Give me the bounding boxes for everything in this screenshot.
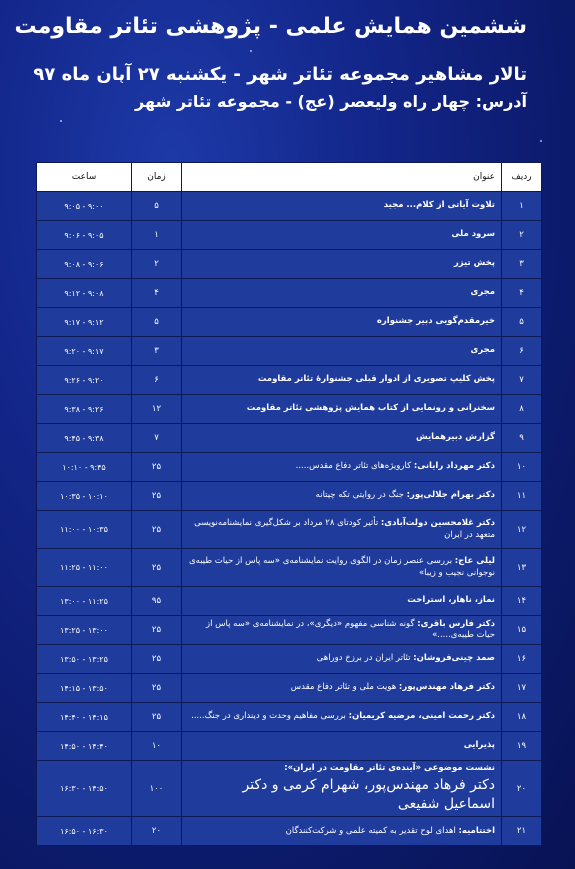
table-row (37, 424, 542, 453)
table-row (37, 732, 542, 761)
row-time: ۹:۰۸ - ۹:۱۲ (37, 279, 132, 308)
row-title-bold: دکتر فرهاد مهندس‌پور: (398, 682, 495, 693)
row-title-bold: سخنرانی و رونمایی از کتاب همایش پژوهشی تئاتر مقاومت (246, 403, 495, 414)
row-duration: ۶ (132, 366, 182, 395)
row-index: ۵ (502, 308, 542, 337)
row-index: ۱۷ (502, 674, 542, 703)
poster-title: ششمین همایش علمی - پژوهشی تئاتر مقاومت (14, 14, 527, 39)
row-title-detail: گونه شناسی مفهوم «دیگری»، در نمایشنامه‌ی «سه پاس از حیات طیبه‌ی.....» (205, 618, 495, 640)
row-time: ۹:۰۰ - ۹:۰۵ (37, 192, 132, 221)
row-time: ۱۶:۳۰ - ۱۶:۵۰ (37, 817, 132, 846)
poster-address: آدرس: چهار راه ولیعصر (عج) - مجموعه تئاتر شهر (135, 92, 527, 111)
row-time: ۱۱:۲۵ - ۱۳:۰۰ (37, 587, 132, 616)
table-row (37, 549, 542, 587)
row-time: ۹:۲۶ - ۹:۳۸ (37, 395, 132, 424)
table-row (37, 703, 542, 732)
row-index: ۱۱ (502, 482, 542, 511)
schedule-table (36, 162, 542, 846)
row-title (182, 482, 502, 511)
table-row (37, 616, 542, 645)
table-row (37, 645, 542, 674)
row-duration: ۲۵ (132, 453, 182, 482)
row-time: ۱۴:۴۰ - ۱۴:۵۰ (37, 732, 132, 761)
row-title (182, 424, 502, 453)
row-title-bold: پذیرایی (463, 740, 495, 751)
row-title-detail: اهدای لوح تقدیر به کمیته علمی و شرکت‌کنندگان (285, 825, 459, 836)
row-title (182, 250, 502, 279)
row-duration: ۳ (132, 337, 182, 366)
row-index: ۱ (502, 192, 542, 221)
row-title-bold: نشست موضوعی «آینده‌ی تئاتر مقاومت در ایران»: (284, 763, 495, 773)
row-index: ۱۰ (502, 453, 542, 482)
row-title-bold: پخش کلیپ تصویری از ادوار قبلی جشنوارهٔ تئاتر مقاومت (257, 374, 495, 385)
row-title (182, 308, 502, 337)
row-duration: ۲۵ (132, 703, 182, 732)
row-index: ۱۴ (502, 587, 542, 616)
row-title-bold: صمد چینی‌فروشان: (413, 653, 495, 664)
row-title-bold: دکتر بهرام جلالی‌پور: (406, 490, 495, 501)
row-time: ۱۰:۱۰ - ۱۰:۳۵ (37, 482, 132, 511)
row-title-bold: پخش تیزر (453, 258, 495, 269)
row-duration: ۵ (132, 192, 182, 221)
row-duration: ۲۵ (132, 482, 182, 511)
table-row (37, 453, 542, 482)
row-title-bold: تلاوت آیاتی از کلام... مجید (383, 200, 495, 211)
row-index: ۱۹ (502, 732, 542, 761)
row-duration: ۵ (132, 308, 182, 337)
schedule-body (37, 192, 542, 846)
poster-header (0, 0, 575, 160)
poster-subtitle: تالار مشاهیر مجموعه تئاتر شهر - یکشنبه ۲۷ آبان ماه ۹۷ (33, 64, 527, 85)
table-row (37, 337, 542, 366)
row-index: ۲ (502, 221, 542, 250)
row-title-bold: دکتر فارس باقری: (417, 618, 495, 629)
row-duration: ۱۰ (132, 732, 182, 761)
row-title-bold: نماز، ناهار، استراحت (407, 595, 495, 606)
row-title-bold: مجری (470, 345, 495, 356)
row-title-detail: تئاتر ایران در برزخ دوراهی (316, 653, 414, 664)
row-index: ۱۲ (502, 511, 542, 549)
row-time: ۱۳:۵۰ - ۱۴:۱۵ (37, 674, 132, 703)
table-row (37, 366, 542, 395)
row-title-bold: سرود ملی (451, 229, 495, 240)
row-time: ۹:۲۰ - ۹:۲۶ (37, 366, 132, 395)
row-time: ۹:۰۶ - ۹:۰۸ (37, 250, 132, 279)
table-row (37, 761, 542, 817)
table-row (37, 482, 542, 511)
row-index: ۲۰ (502, 761, 542, 817)
row-title-detail: جنگ در روایتی تکه چیتانه (315, 490, 407, 501)
table-row (37, 192, 542, 221)
table-row (37, 674, 542, 703)
row-duration: ۲۵ (132, 674, 182, 703)
row-index: ۴ (502, 279, 542, 308)
row-title (182, 732, 502, 761)
row-title (182, 761, 502, 817)
table-row (37, 279, 542, 308)
row-title-bold: خیرمقدم‌گویی دبیر جشنواره (376, 316, 495, 327)
row-time: ۹:۳۸ - ۹:۴۵ (37, 424, 132, 453)
row-index: ۸ (502, 395, 542, 424)
header-idx: ردیف (502, 163, 542, 192)
row-title (182, 192, 502, 221)
row-title (182, 549, 502, 587)
row-title (182, 703, 502, 732)
row-index: ۳ (502, 250, 542, 279)
row-title-bold: دکتر غلامحسین دولت‌آبادی: (380, 518, 495, 529)
row-time: ۹:۱۲ - ۹:۱۷ (37, 308, 132, 337)
row-time: ۱۴:۱۵ - ۱۴:۴۰ (37, 703, 132, 732)
row-title (182, 366, 502, 395)
table-row (37, 817, 542, 846)
header-time: ساعت (37, 163, 132, 192)
row-title (182, 453, 502, 482)
row-time: ۱۳:۰۰ - ۱۳:۲۵ (37, 616, 132, 645)
header-title: عنوان (182, 163, 502, 192)
row-time: ۱۳:۲۵ - ۱۳:۵۰ (37, 645, 132, 674)
row-title (182, 616, 502, 645)
row-time: ۱۰:۳۵ - ۱۱:۰۰ (37, 511, 132, 549)
row-time: ۱۱:۰۰ - ۱۱:۲۵ (37, 549, 132, 587)
table-row (37, 308, 542, 337)
row-title (182, 817, 502, 846)
row-title-detail: بررسی عنصر زمان در الگوی روایت نمایشنامه‌ی «سه پاس از حیات طیبه‌ی نوجوانی نجیب و زیبا» (189, 556, 495, 578)
row-index: ۱۵ (502, 616, 542, 645)
table-row (37, 511, 542, 549)
row-title-detail: هویت ملی و تئاتر دفاع مقدس (290, 682, 399, 693)
row-title (182, 279, 502, 308)
row-duration: ۲۰ (132, 817, 182, 846)
table-row (37, 250, 542, 279)
row-title (182, 645, 502, 674)
row-title (182, 511, 502, 549)
row-title-bold: لیلی عاج: (454, 556, 495, 567)
table-row (37, 395, 542, 424)
row-title (182, 221, 502, 250)
row-duration: ۹۵ (132, 587, 182, 616)
row-title-bold: گزارش دبیرهمایش (415, 432, 495, 443)
row-duration: ۲۵ (132, 511, 182, 549)
row-index: ۶ (502, 337, 542, 366)
row-duration: ۱۲ (132, 395, 182, 424)
row-title-detail: بررسی مفاهیم وحدت و دینداری در جنگ..... (191, 711, 349, 722)
row-duration: ۱۰۰ (132, 761, 182, 817)
row-duration: ۲۵ (132, 645, 182, 674)
row-title (182, 395, 502, 424)
row-time: ۹:۱۷ - ۹:۲۰ (37, 337, 132, 366)
table-row (37, 221, 542, 250)
row-time: ۹:۴۵ - ۱۰:۱۰ (37, 453, 132, 482)
row-time: ۱۴:۵۰ - ۱۶:۳۰ (37, 761, 132, 817)
row-index: ۱۶ (502, 645, 542, 674)
row-index: ۲۱ (502, 817, 542, 846)
row-title-bold: مجری (470, 287, 495, 298)
header-duration: زمان (132, 163, 182, 192)
row-duration: ۲۵ (132, 616, 182, 645)
row-duration: ۱ (132, 221, 182, 250)
row-title-bold: دکتر رحمت امینی، مرضیه کریمیان: (348, 711, 495, 722)
row-title-detail: تأثیر کودتای ۲۸ مرداد بر شکل‌گیری نمایشنامه‌نویسی متعهد در ایران (194, 518, 495, 540)
table-header-row (37, 163, 542, 192)
row-duration: ۷ (132, 424, 182, 453)
row-title (182, 674, 502, 703)
row-index: ۹ (502, 424, 542, 453)
row-duration: ۲ (132, 250, 182, 279)
row-title-detail: کارویژه‌های تئاتر دفاع مقدس..... (295, 461, 414, 472)
row-time: ۹:۰۵ - ۹:۰۶ (37, 221, 132, 250)
row-title-bold: اختتامیه: (458, 825, 495, 836)
row-index: ۱۸ (502, 703, 542, 732)
row-title (182, 587, 502, 616)
row-title-bold: دکتر مهرداد رایانی: (413, 461, 495, 472)
table-row (37, 587, 542, 616)
row-index: ۷ (502, 366, 542, 395)
row-duration: ۲۵ (132, 549, 182, 587)
row-index: ۱۳ (502, 549, 542, 587)
row-duration: ۴ (132, 279, 182, 308)
row-title-speakers: دکتر فرهاد مهندس‌پور، شهرام کرمی و دکتر اسماعیل شفیعی (242, 777, 495, 813)
row-title (182, 337, 502, 366)
